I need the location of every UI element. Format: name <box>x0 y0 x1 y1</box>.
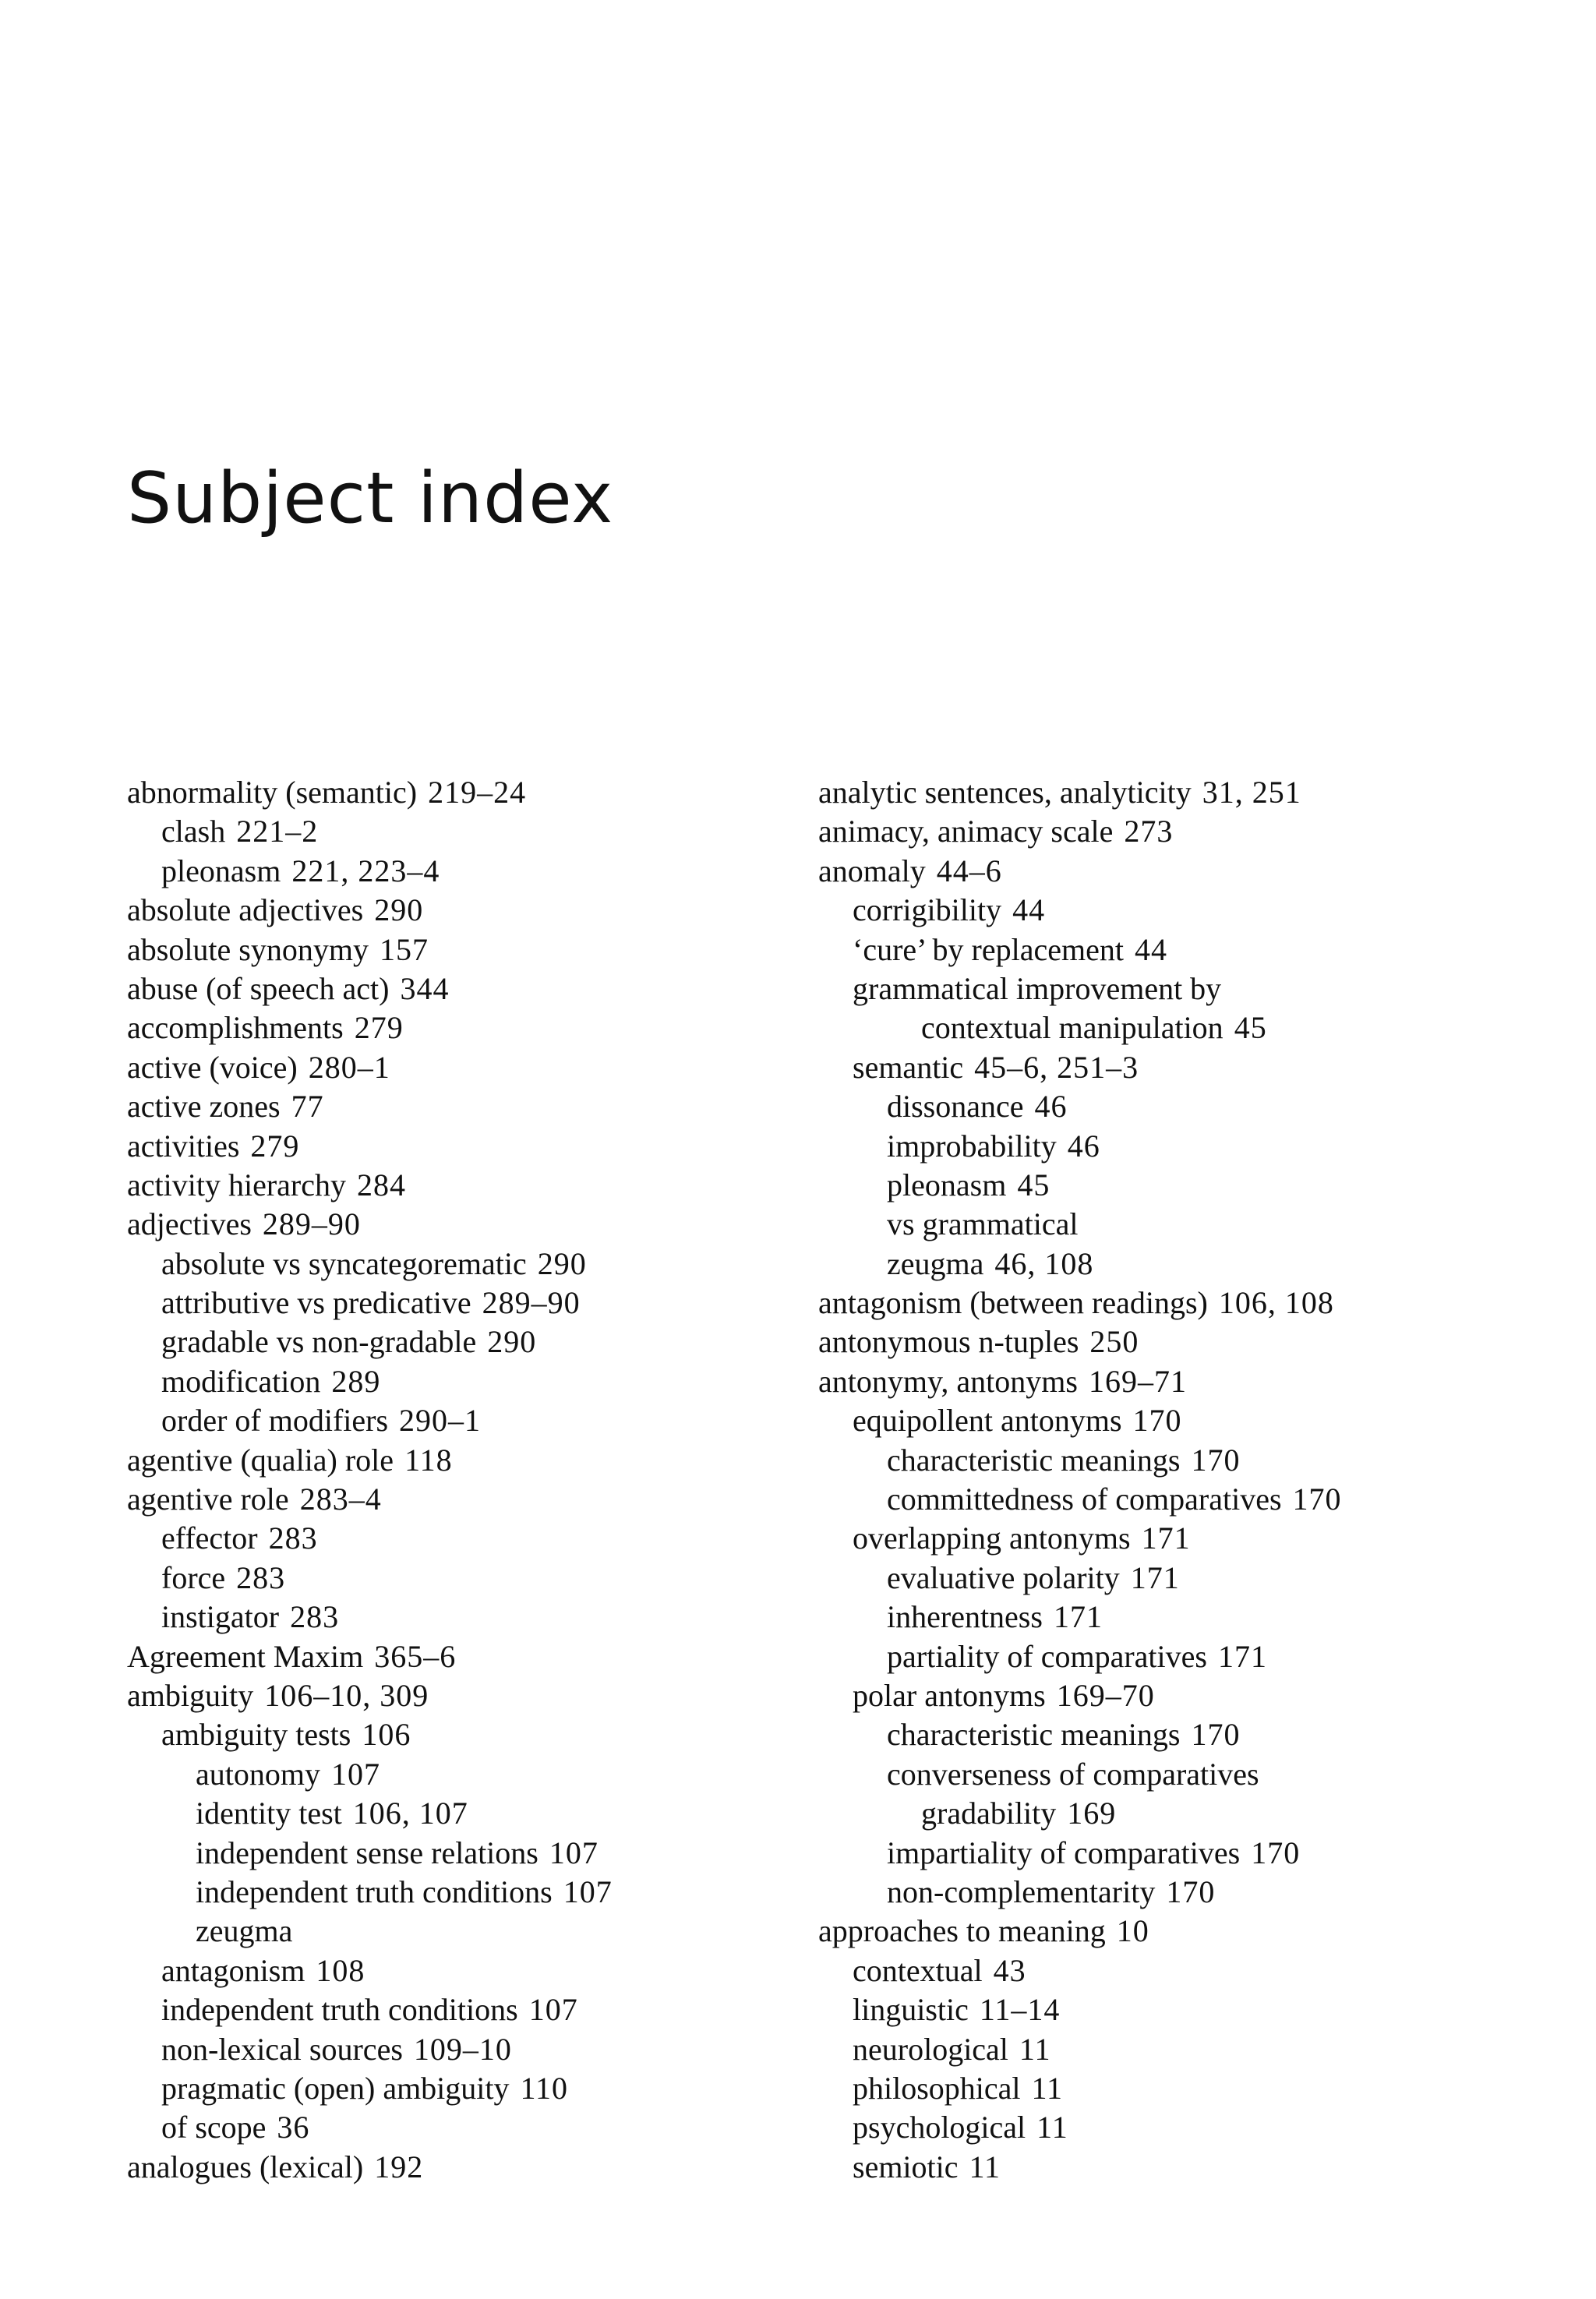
entry-page-numbers: 110 <box>520 2070 569 2106</box>
entry-page-numbers: 106 <box>362 1717 411 1753</box>
entry-term: accomplishments <box>127 1010 344 1046</box>
index-entry <box>127 1127 766 1166</box>
entry-page-numbers: 170 <box>1166 1873 1216 1909</box>
index-column-right <box>818 773 1520 2187</box>
entry-term: activity hierarchy <box>127 1167 346 1202</box>
entry-term: pleonasm <box>161 853 281 888</box>
index-subentry <box>818 1441 1520 1480</box>
entry-term: independent sense relations <box>196 1835 538 1870</box>
entry-term: Agreement Maxim <box>127 1638 364 1674</box>
index-subentry <box>127 1362 766 1401</box>
entry-term: absolute synonymy <box>127 931 369 967</box>
entry-term: partiality of comparatives <box>887 1638 1207 1674</box>
index-entry <box>127 1637 766 1676</box>
entry-page-numbers: 108 <box>316 1952 365 1988</box>
entry-term: contextual manipulation <box>921 1010 1223 1046</box>
entry-page-numbers: 31, 251 <box>1202 775 1301 810</box>
index-subentry <box>818 1166 1520 1205</box>
entry-page-numbers: 283 <box>236 1559 286 1595</box>
entry-term: zeugma <box>887 1245 984 1281</box>
index-subentry <box>818 1951 1520 1990</box>
entry-term: converseness of comparatives <box>887 1756 1259 1792</box>
entry-term: pragmatic (open) ambiguity <box>161 2070 510 2106</box>
entry-term: active (voice) <box>127 1049 298 1085</box>
index-subentry <box>127 2108 766 2147</box>
index-subentry <box>818 1637 1520 1676</box>
entry-page-numbers: 170 <box>1292 1481 1342 1517</box>
index-subentry <box>818 2148 1520 2187</box>
index-subentry <box>818 1676 1520 1715</box>
index-subentry <box>818 1205 1520 1244</box>
entry-page-numbers: 344 <box>400 970 450 1006</box>
entry-term: improbability <box>887 1128 1057 1164</box>
index-subentry <box>818 1873 1520 1912</box>
index-subentry <box>127 1873 766 1912</box>
entry-term: grammatical improvement by <box>853 970 1222 1006</box>
entry-term: adjectives <box>127 1206 252 1242</box>
index-subentry <box>127 1519 766 1558</box>
entry-term: force <box>161 1559 226 1595</box>
entry-page-numbers: 45 <box>1017 1167 1050 1202</box>
entry-page-numbers: 169 <box>1067 1796 1117 1831</box>
entry-term: psychological <box>853 2110 1026 2145</box>
entry-term: overlapping antonyms <box>853 1520 1131 1556</box>
index-subentry <box>127 1715 766 1754</box>
index-subentry <box>818 1519 1520 1558</box>
entry-page-numbers: 11 <box>1036 2110 1068 2145</box>
entry-term: evaluative polarity <box>887 1559 1120 1595</box>
entry-term: vs grammatical <box>887 1206 1079 1242</box>
entry-page-numbers: 46 <box>1034 1089 1068 1125</box>
entry-term: of scope <box>161 2110 267 2145</box>
entry-page-numbers: 46 <box>1067 1128 1100 1164</box>
entry-term: modification <box>161 1363 321 1399</box>
entry-page-numbers: 169–70 <box>1056 1677 1155 1713</box>
entry-page-numbers: 45 <box>1234 1010 1267 1046</box>
index-entry <box>818 1284 1520 1323</box>
entry-page-numbers: 289 <box>331 1363 381 1399</box>
index-subentry <box>127 1834 766 1873</box>
entry-page-numbers: 157 <box>379 931 429 967</box>
entry-term: analytic sentences, analyticity <box>818 775 1192 810</box>
index-subentry <box>127 1990 766 2029</box>
entry-page-numbers: 170 <box>1191 1442 1241 1478</box>
entry-page-numbers: 290 <box>487 1324 537 1360</box>
entry-term: dissonance <box>887 1089 1024 1125</box>
entry-page-numbers: 171 <box>1130 1559 1180 1595</box>
index-entry <box>818 1362 1520 1401</box>
entry-term: autonomy <box>196 1756 320 1792</box>
index-subentry <box>818 1794 1520 1833</box>
index-subentry <box>127 2069 766 2108</box>
entry-page-numbers: 290–1 <box>399 1403 482 1439</box>
entry-term: equipollent antonyms <box>853 1403 1122 1439</box>
entry-page-numbers: 107 <box>549 1835 598 1870</box>
index-subentry <box>127 1755 766 1794</box>
entry-term: independent truth conditions <box>161 1992 518 2028</box>
entry-term: absolute vs syncategorematic <box>161 1245 527 1281</box>
index-subentry <box>127 1401 766 1440</box>
entry-page-numbers: 280–1 <box>308 1049 390 1085</box>
entry-page-numbers: 107 <box>330 1756 380 1792</box>
entry-term: linguistic <box>853 1992 969 2028</box>
entry-page-numbers: 289–90 <box>262 1206 361 1242</box>
index-entry <box>127 969 766 1008</box>
entry-term: characteristic meanings <box>887 1717 1181 1753</box>
index-entry <box>127 773 766 812</box>
index-subentry <box>127 1598 766 1637</box>
entry-page-numbers: 289–90 <box>482 1285 581 1321</box>
index-subentry <box>818 2108 1520 2147</box>
entry-term: ambiguity <box>127 1677 254 1713</box>
index-subentry <box>127 1284 766 1323</box>
entry-page-numbers: 43 <box>993 1952 1026 1988</box>
index-entry <box>818 812 1520 851</box>
entry-page-numbers: 11–14 <box>979 1992 1061 2028</box>
index-entry <box>127 1166 766 1205</box>
entry-term: attributive vs predicative <box>161 1285 471 1321</box>
entry-term: pleonasm <box>887 1167 1007 1202</box>
entry-page-numbers: 250 <box>1089 1324 1139 1360</box>
entry-term: abuse (of speech act) <box>127 970 390 1006</box>
entry-page-numbers: 273 <box>1124 814 1174 849</box>
index-subentry <box>818 1401 1520 1440</box>
index-subentry <box>818 1480 1520 1519</box>
index-entry <box>127 1048 766 1087</box>
entry-term: independent truth conditions <box>196 1873 553 1909</box>
entry-term: identity test <box>196 1796 342 1831</box>
index-entry <box>127 1205 766 1244</box>
entry-page-numbers: 107 <box>528 1992 578 2028</box>
index-column-left <box>127 773 766 2187</box>
index-subentry <box>127 1559 766 1598</box>
entry-term: anomaly <box>818 853 926 888</box>
entry-page-numbers: 283–4 <box>299 1481 382 1517</box>
index-subentry <box>818 1048 1520 1087</box>
index-subentry <box>818 1715 1520 1754</box>
entry-term: corrigibility <box>853 892 1002 928</box>
entry-page-numbers: 77 <box>291 1089 324 1125</box>
entry-term: instigator <box>161 1599 280 1635</box>
index-subentry <box>818 1834 1520 1873</box>
entry-term: agentive role <box>127 1481 289 1517</box>
entry-term: ‘cure’ by replacement <box>853 931 1124 967</box>
entry-term: approaches to meaning <box>818 1913 1106 1949</box>
index-entry <box>818 1912 1520 1951</box>
index-subentry <box>818 1087 1520 1126</box>
index-entry <box>818 852 1520 891</box>
entry-term: order of modifiers <box>161 1403 389 1439</box>
index-subentry <box>818 931 1520 969</box>
index-subentry <box>818 1127 1520 1166</box>
entry-page-numbers: 171 <box>1053 1599 1103 1635</box>
entry-term: contextual <box>853 1952 983 1988</box>
entry-page-numbers: 118 <box>404 1442 453 1478</box>
entry-term: activities <box>127 1128 240 1164</box>
index-subentry <box>127 852 766 891</box>
entry-term: non-lexical sources <box>161 2031 403 2067</box>
index-entry <box>127 1480 766 1519</box>
entry-page-numbers: 171 <box>1141 1520 1191 1556</box>
index-subentry <box>127 1794 766 1833</box>
entry-page-numbers: 290 <box>374 892 424 928</box>
entry-page-numbers: 106–10, 309 <box>264 1677 429 1713</box>
index-subentry <box>818 1245 1520 1284</box>
entry-term: analogues (lexical) <box>127 2149 364 2184</box>
entry-page-numbers: 107 <box>563 1873 613 1909</box>
index-entry <box>127 1087 766 1126</box>
entry-term: gradability <box>921 1796 1057 1831</box>
entry-term: impartiality of comparatives <box>887 1835 1241 1870</box>
entry-term: active zones <box>127 1089 281 1125</box>
entry-page-numbers: 46, 108 <box>994 1245 1094 1281</box>
entry-page-numbers: 365–6 <box>374 1638 457 1674</box>
entry-page-numbers: 106, 107 <box>352 1796 468 1831</box>
page-title: Subject index <box>127 457 614 539</box>
entry-page-numbers: 170 <box>1132 1403 1182 1439</box>
entry-term: ambiguity tests <box>161 1717 351 1753</box>
index-entry <box>127 1008 766 1047</box>
index-entry <box>127 931 766 969</box>
entry-page-numbers: 106, 108 <box>1218 1285 1334 1321</box>
entry-term: non-complementarity <box>887 1873 1156 1909</box>
entry-page-numbers: 45–6, 251–3 <box>974 1049 1139 1085</box>
index-subentry <box>818 2030 1520 2069</box>
index-entry <box>127 891 766 930</box>
entry-term: antonymy, antonyms <box>818 1363 1078 1399</box>
index-subentry <box>818 2069 1520 2108</box>
entry-term: semiotic <box>853 2149 959 2184</box>
entry-term: committedness of comparatives <box>887 1481 1282 1517</box>
entry-term: effector <box>161 1520 258 1556</box>
entry-page-numbers: 10 <box>1116 1913 1149 1949</box>
entry-term: clash <box>161 814 226 849</box>
entry-page-numbers: 44 <box>1134 931 1167 967</box>
index-subentry <box>127 812 766 851</box>
index-subentry <box>127 1323 766 1361</box>
entry-term: inherentness <box>887 1599 1043 1635</box>
index-subentry <box>818 1559 1520 1598</box>
entry-term: absolute adjectives <box>127 892 364 928</box>
entry-term: neurological <box>853 2031 1008 2067</box>
index-subentry <box>818 1008 1520 1047</box>
entry-page-numbers: 221–2 <box>236 814 319 849</box>
index-entry <box>818 1323 1520 1361</box>
entry-page-numbers: 44 <box>1012 892 1046 928</box>
entry-page-numbers: 284 <box>356 1167 406 1202</box>
entry-page-numbers: 44–6 <box>936 853 1002 888</box>
entry-page-numbers: 192 <box>374 2149 424 2184</box>
entry-page-numbers: 290 <box>537 1245 587 1281</box>
entry-page-numbers: 109–10 <box>413 2031 512 2067</box>
entry-page-numbers: 279 <box>250 1128 300 1164</box>
index-subentry <box>127 1912 766 1951</box>
index-subentry <box>127 1245 766 1284</box>
index-entry <box>127 1441 766 1480</box>
index-entry <box>127 2148 766 2187</box>
entry-term: characteristic meanings <box>887 1442 1181 1478</box>
entry-page-numbers: 171 <box>1217 1638 1267 1674</box>
entry-page-numbers: 219–24 <box>428 775 527 810</box>
index-subentry <box>818 1598 1520 1637</box>
entry-page-numbers: 169–71 <box>1088 1363 1187 1399</box>
entry-page-numbers: 36 <box>277 2110 310 2145</box>
entry-term: semantic <box>853 1049 964 1085</box>
index-subentry <box>818 1755 1520 1794</box>
index-subentry <box>818 891 1520 930</box>
index-entry <box>127 1676 766 1715</box>
entry-page-numbers: 221, 223–4 <box>291 853 440 888</box>
index-subentry <box>127 1951 766 1990</box>
entry-term: antonymous n-tuples <box>818 1324 1079 1360</box>
entry-term: agentive (qualia) role <box>127 1442 394 1478</box>
entry-page-numbers: 170 <box>1191 1717 1241 1753</box>
index-subentry <box>818 1990 1520 2029</box>
entry-page-numbers: 11 <box>969 2149 1001 2184</box>
index-entry <box>818 773 1520 812</box>
entry-page-numbers: 170 <box>1251 1835 1301 1870</box>
entry-term: gradable vs non-gradable <box>161 1324 477 1360</box>
entry-term: polar antonyms <box>853 1677 1046 1713</box>
entry-term: zeugma <box>196 1913 293 1949</box>
entry-term: philosophical <box>853 2070 1021 2106</box>
entry-page-numbers: 283 <box>290 1599 340 1635</box>
entry-page-numbers: 279 <box>354 1010 404 1046</box>
entry-page-numbers: 283 <box>268 1520 318 1556</box>
entry-term: animacy, animacy scale <box>818 814 1114 849</box>
entry-page-numbers: 11 <box>1019 2031 1051 2067</box>
index-subentry <box>818 969 1520 1008</box>
index-subentry <box>127 2030 766 2069</box>
entry-page-numbers: 11 <box>1031 2070 1064 2106</box>
entry-term: antagonism <box>161 1952 305 1988</box>
entry-term: antagonism (between readings) <box>818 1285 1208 1321</box>
entry-term: abnormality (semantic) <box>127 775 418 810</box>
